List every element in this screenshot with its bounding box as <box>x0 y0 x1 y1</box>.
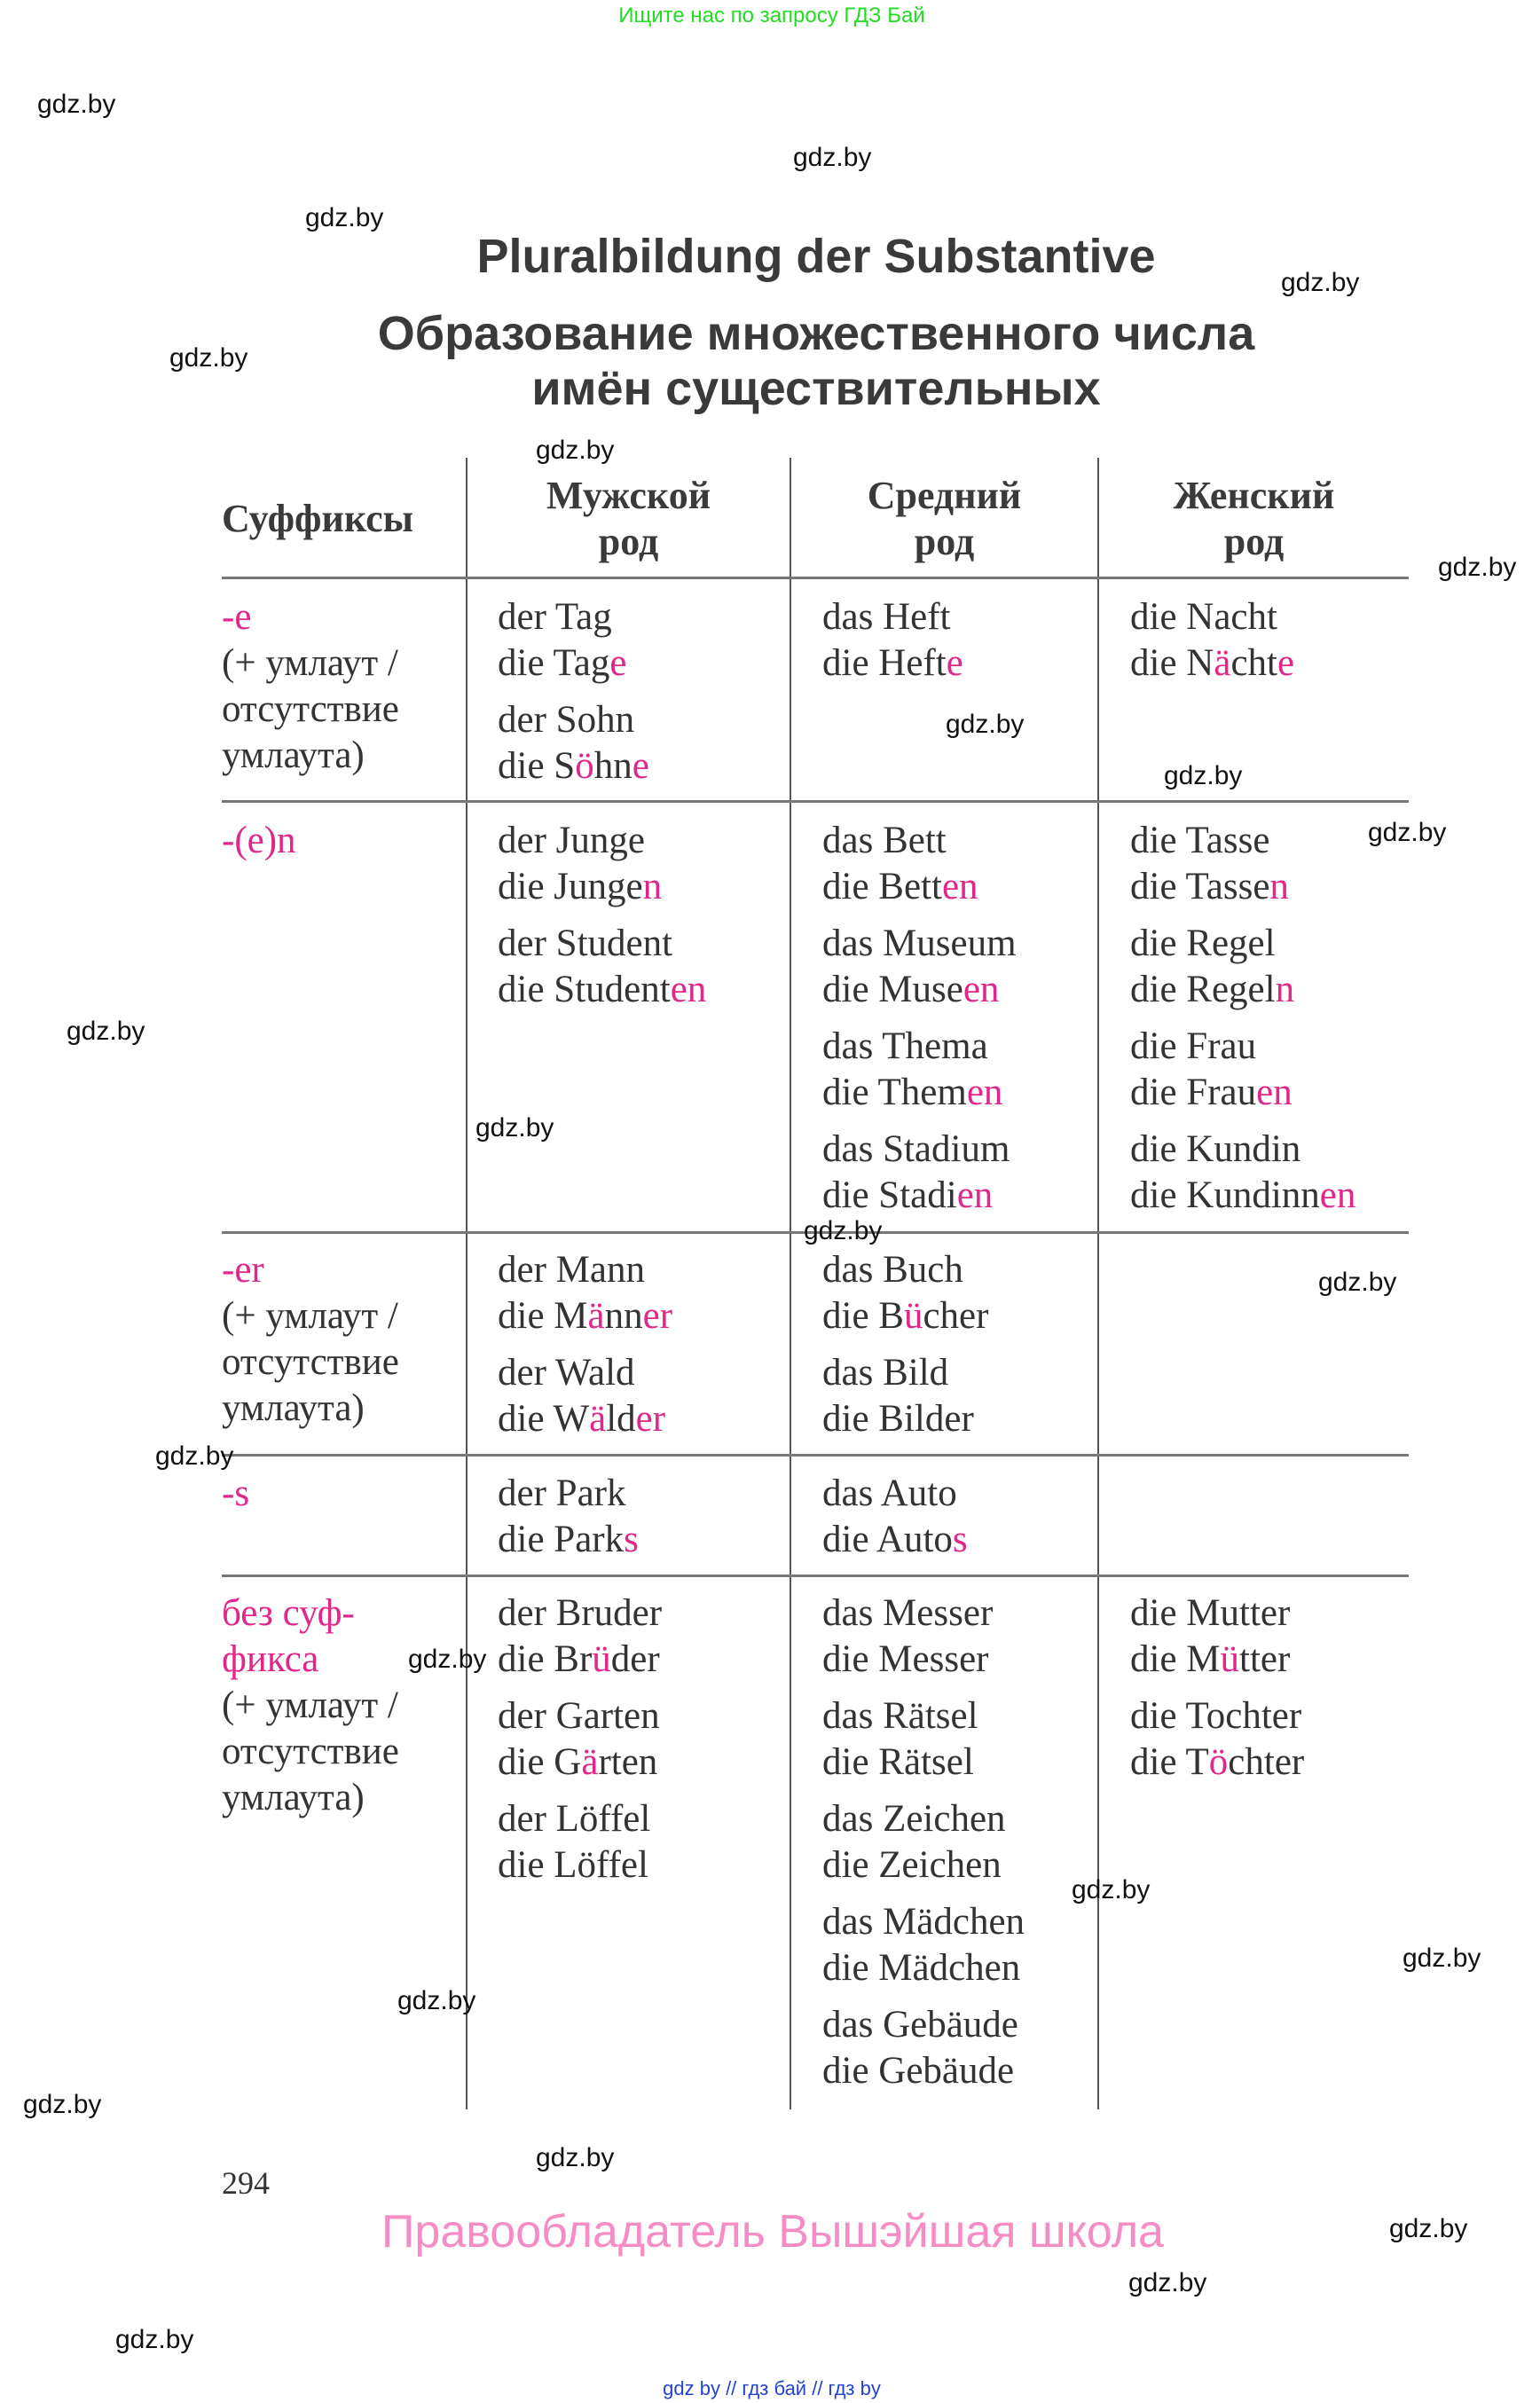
noun-pair <box>1130 1693 1304 1786</box>
noun-pair <box>822 1247 988 1339</box>
cell-fem <box>1130 818 1355 1229</box>
noun-pair <box>822 1590 1025 1683</box>
header-neuter-line2: род <box>914 520 975 563</box>
noun-pair <box>498 1693 662 1786</box>
singular-form: das Rätsel <box>822 1695 978 1737</box>
page-title-russian-line2: имён существительных <box>531 362 1101 415</box>
watermark: gdz.by <box>1389 2214 1468 2243</box>
column-divider <box>790 458 791 2109</box>
plural-form <box>1130 967 1355 1013</box>
noun-pair <box>822 1471 968 1563</box>
singular-form: das Auto <box>822 1472 957 1514</box>
noun-pair <box>1130 921 1355 1013</box>
row-divider <box>222 1575 1409 1577</box>
singular-form: das Bett <box>822 820 947 861</box>
plural-form <box>822 1173 1017 1219</box>
watermark: gdz.by <box>475 1113 554 1143</box>
singular-form: der Wald <box>498 1352 635 1394</box>
plural-form <box>1130 1173 1355 1219</box>
suffix-note: (+ умлаут / <box>222 1295 398 1337</box>
plural-stem: die S <box>498 745 576 787</box>
noun-pair <box>1130 1127 1355 1219</box>
watermark: gdz.by <box>1402 1944 1481 1973</box>
noun-pair <box>822 2002 1025 2094</box>
noun-pair <box>822 1024 1017 1116</box>
plural-form <box>822 640 963 687</box>
plural-stem: nn <box>604 1295 643 1337</box>
singular-form: das Stadium <box>822 1128 1010 1170</box>
plural-form <box>822 1739 1025 1786</box>
singular-form: das Heft <box>822 596 951 638</box>
singular-form: der Student <box>498 923 673 964</box>
singular-form: das Museum <box>822 923 1017 964</box>
search-hint-banner: Ищите нас по запросу ГДЗ Бай <box>618 4 925 27</box>
plural-stem: cher <box>923 1295 989 1337</box>
plural-form <box>822 1396 988 1442</box>
suffix-cell <box>222 818 296 864</box>
singular-form: die Regel <box>1130 923 1276 964</box>
cell-neut <box>822 1247 988 1453</box>
watermark: gdz.by <box>23 2090 102 2119</box>
plural-stem: die Junge <box>498 866 643 907</box>
noun-pair <box>822 921 1017 1013</box>
plural-stem: die Heft <box>822 642 947 684</box>
watermark: gdz.by <box>804 1216 883 1245</box>
watermark: gdz.by <box>793 143 872 172</box>
plural-change: ö <box>575 745 594 787</box>
plural-change: ö <box>1208 1741 1229 1783</box>
column-divider <box>466 458 468 2109</box>
noun-pair <box>498 1350 672 1442</box>
singular-form: die Frau <box>1130 1025 1257 1067</box>
noun-pair <box>822 1899 1025 1991</box>
suffix-note: отсутствие <box>222 1341 399 1383</box>
plural-stem: die Zeichen <box>822 1844 1002 1886</box>
watermark: gdz.by <box>1438 553 1517 582</box>
plural-stem: die T <box>1130 1741 1209 1783</box>
plural-stem: die Bett <box>822 866 942 907</box>
suffix-label: без суф- <box>222 1592 355 1634</box>
plural-form <box>498 1517 639 1563</box>
suffix-note: умлаута) <box>222 734 365 776</box>
plural-stem: hn <box>593 745 632 787</box>
header-feminine-line2: род <box>1223 520 1285 563</box>
row-divider <box>222 1454 1409 1457</box>
suffix-cell <box>222 1471 249 1517</box>
watermark: gdz.by <box>536 2143 615 2172</box>
plural-change: ü <box>592 1638 611 1680</box>
plural-form <box>1130 1637 1304 1683</box>
plural-stem: die Tag <box>498 642 610 684</box>
plural-form <box>1130 640 1294 687</box>
singular-form: das Bild <box>822 1352 949 1394</box>
cell-masc <box>498 818 706 1024</box>
plural-form <box>822 1637 1025 1683</box>
plural-stem: die Rätsel <box>822 1741 974 1783</box>
plural-stem: rten <box>598 1741 658 1783</box>
plural-form <box>1130 1739 1304 1786</box>
noun-pair <box>1130 818 1355 910</box>
plural-stem: die Frau <box>1130 1072 1257 1113</box>
header-neuter <box>791 473 1097 565</box>
cell-neut <box>822 594 963 697</box>
plural-stem: die Mädchen <box>822 1947 1021 1989</box>
watermark: gdz.by <box>169 343 248 373</box>
plural-change: n <box>1269 866 1289 907</box>
noun-pair <box>498 594 649 687</box>
noun-pair <box>498 1471 639 1563</box>
plural-form <box>1130 864 1355 910</box>
noun-pair <box>498 921 706 1013</box>
cell-neut <box>822 1471 968 1574</box>
suffix-note: отсутствие <box>222 1731 399 1772</box>
plural-form <box>1130 1070 1355 1116</box>
cell-neut <box>822 1590 1025 2105</box>
plural-stem: der <box>610 1638 660 1680</box>
plural-form <box>498 864 706 910</box>
plural-stem: die Kundinn <box>1130 1174 1320 1216</box>
singular-form: der Tag <box>498 596 612 638</box>
suffix-note: отсутствие <box>222 688 399 730</box>
plural-stem: die Auto <box>822 1519 953 1560</box>
footer-links[interactable]: gdz by // гдз бай // гдз by <box>663 2377 881 2399</box>
plural-stem: chter <box>1228 1741 1305 1783</box>
singular-form: die Kundin <box>1130 1128 1301 1170</box>
plural-stem: die Muse <box>822 969 963 1010</box>
column-divider <box>1097 458 1099 2109</box>
plural-change: ä <box>581 1741 599 1783</box>
cell-masc <box>498 594 649 800</box>
plural-change: er <box>635 1398 666 1440</box>
singular-form: der Park <box>498 1472 626 1514</box>
noun-pair <box>1130 594 1294 687</box>
plural-stem: die Them <box>822 1072 967 1113</box>
plural-change: en <box>962 969 1000 1010</box>
cell-fem <box>1130 1590 1304 1796</box>
plural-change: s <box>952 1519 968 1560</box>
header-masculine <box>468 473 790 565</box>
watermark: gdz.by <box>1281 268 1360 297</box>
singular-form: das Gebäude <box>822 2004 1018 2046</box>
watermark: gdz.by <box>1128 2268 1207 2297</box>
plural-change: ä <box>1214 642 1231 684</box>
plural-change: e <box>946 642 963 684</box>
watermark: gdz.by <box>67 1017 145 1046</box>
plural-form <box>822 967 1017 1013</box>
plural-stem: cht <box>1230 642 1277 684</box>
suffix-label: -er <box>222 1249 264 1291</box>
plural-form <box>498 640 649 687</box>
plural-form <box>822 864 1017 910</box>
plural-change: e <box>632 745 649 787</box>
plural-stem: die B <box>822 1295 904 1337</box>
watermark: gdz.by <box>408 1645 487 1674</box>
plural-stem: die Regel <box>1130 969 1276 1010</box>
header-feminine-line1: Женский <box>1173 474 1335 517</box>
plural-stem: die Tasse <box>1130 866 1270 907</box>
noun-pair <box>1130 1024 1355 1116</box>
singular-form: der Junge <box>498 820 645 861</box>
singular-form: die Nacht <box>1130 596 1277 638</box>
page-number: 294 <box>222 2165 270 2201</box>
header-suffixes: Суффиксы <box>222 497 413 540</box>
plural-stem: die Gebäude <box>822 2050 1015 2092</box>
plural-form <box>498 743 649 789</box>
plural-change: e <box>609 642 627 684</box>
header-masculine-line1: Мужской <box>546 474 711 517</box>
plural-form <box>498 1842 662 1889</box>
singular-form: der Löffel <box>498 1798 651 1840</box>
cell-fem <box>1130 594 1294 697</box>
plural-change: en <box>966 1072 1003 1113</box>
header-masculine-line2: род <box>598 520 659 563</box>
noun-pair <box>498 1590 662 1683</box>
noun-pair <box>1130 1590 1304 1683</box>
plural-stem: die Student <box>498 969 671 1010</box>
noun-pair <box>822 1796 1025 1889</box>
suffix-label: фикса <box>222 1638 319 1680</box>
watermark: gdz.by <box>37 90 116 119</box>
cell-masc <box>498 1247 672 1453</box>
copyright-notice: Правообладатель Вышэйшая школа <box>381 2206 1164 2258</box>
header-neuter-line1: Средний <box>867 474 1022 517</box>
suffix-note: (+ умлаут / <box>222 642 398 684</box>
noun-pair <box>822 594 963 687</box>
singular-form: das Zeichen <box>822 1798 1006 1840</box>
suffix-cell <box>222 1590 399 1821</box>
noun-pair <box>498 1247 672 1339</box>
singular-form: die Mutter <box>1130 1592 1291 1634</box>
watermark: gdz.by <box>397 1986 476 2015</box>
plural-form <box>822 1070 1017 1116</box>
plural-change: e <box>1277 642 1295 684</box>
noun-pair <box>822 1127 1017 1219</box>
plural-stem: die Park <box>498 1519 625 1560</box>
plural-form <box>822 1842 1025 1889</box>
plural-form <box>822 1945 1025 1991</box>
page-title-russian-line1: Образование множественного числа <box>377 307 1255 360</box>
cell-neut <box>822 818 1017 1229</box>
plural-form <box>498 1739 662 1786</box>
suffix-note: умлаута) <box>222 1387 365 1429</box>
plural-change: n <box>642 866 663 907</box>
plural-stem: die Stadi <box>822 1174 957 1216</box>
watermark: gdz.by <box>1318 1268 1397 1297</box>
plural-change: n <box>1275 969 1295 1010</box>
plural-stem: die G <box>498 1741 582 1783</box>
plural-form <box>822 1293 988 1339</box>
plural-change: en <box>1256 1072 1292 1113</box>
singular-form: das Messer <box>822 1592 994 1634</box>
page-title-german: Pluralbildung der Substantive <box>476 230 1156 283</box>
watermark: gdz.by <box>946 710 1025 739</box>
watermark: gdz.by <box>1368 818 1447 847</box>
suffix-cell <box>222 594 399 779</box>
plural-stem: tter <box>1239 1638 1291 1680</box>
watermark: gdz.by <box>115 2325 194 2354</box>
header-divider <box>222 577 1409 579</box>
singular-form: der Bruder <box>498 1592 663 1634</box>
plural-form <box>822 2048 1025 2094</box>
plural-change: en <box>956 1174 994 1216</box>
watermark: gdz.by <box>305 203 384 232</box>
plural-form <box>498 1637 662 1683</box>
plural-change: ü <box>1220 1638 1240 1680</box>
suffix-label: -(e)n <box>222 820 296 861</box>
suffix-note: умлаута) <box>222 1777 365 1818</box>
noun-pair <box>498 697 649 789</box>
singular-form: der Mann <box>498 1249 645 1291</box>
plural-stem: ld <box>606 1398 636 1440</box>
singular-form: der Garten <box>498 1695 660 1737</box>
noun-pair <box>498 818 706 910</box>
singular-form: das Buch <box>822 1249 963 1291</box>
watermark: gdz.by <box>536 436 615 465</box>
plural-form <box>498 967 706 1013</box>
watermark: gdz.by <box>1072 1875 1151 1904</box>
singular-form: das Mädchen <box>822 1901 1025 1943</box>
singular-form: der Sohn <box>498 699 635 741</box>
plural-change: ä <box>587 1295 605 1337</box>
noun-pair <box>822 1693 1025 1786</box>
plural-change: en <box>670 969 707 1010</box>
plural-change: ü <box>903 1295 923 1337</box>
suffix-label: -e <box>222 596 252 638</box>
suffix-note: (+ умлаут / <box>222 1684 398 1726</box>
plural-stem: die Messer <box>822 1638 989 1680</box>
noun-pair <box>822 1350 988 1442</box>
cell-masc <box>498 1590 662 1899</box>
plural-change: en <box>1319 1174 1356 1216</box>
plural-form <box>498 1293 672 1339</box>
plural-change: er <box>642 1295 673 1337</box>
plural-form <box>822 1517 968 1563</box>
plural-stem: die M <box>498 1295 588 1337</box>
plural-change: s <box>624 1519 639 1560</box>
row-divider <box>222 800 1409 803</box>
noun-pair <box>822 818 1017 910</box>
singular-form: die Tochter <box>1130 1695 1302 1737</box>
suffix-cell <box>222 1247 399 1432</box>
plural-stem: die N <box>1130 642 1214 684</box>
plural-stem: die Bilder <box>822 1398 974 1440</box>
suffix-label: -s <box>222 1472 250 1514</box>
watermark: gdz.by <box>155 1441 234 1471</box>
plural-change: en <box>941 866 978 907</box>
plural-stem: die W <box>498 1398 590 1440</box>
singular-form: das Thema <box>822 1025 988 1067</box>
singular-form: die Tasse <box>1130 820 1270 861</box>
plural-stem: die Br <box>498 1638 593 1680</box>
plural-stem: die Löffel <box>498 1844 648 1886</box>
plural-stem: die M <box>1130 1638 1221 1680</box>
plural-form <box>498 1396 672 1442</box>
plural-change: ä <box>589 1398 607 1440</box>
watermark: gdz.by <box>1164 761 1243 790</box>
header-feminine <box>1099 473 1409 565</box>
cell-masc <box>498 1471 639 1574</box>
noun-pair <box>498 1796 662 1889</box>
